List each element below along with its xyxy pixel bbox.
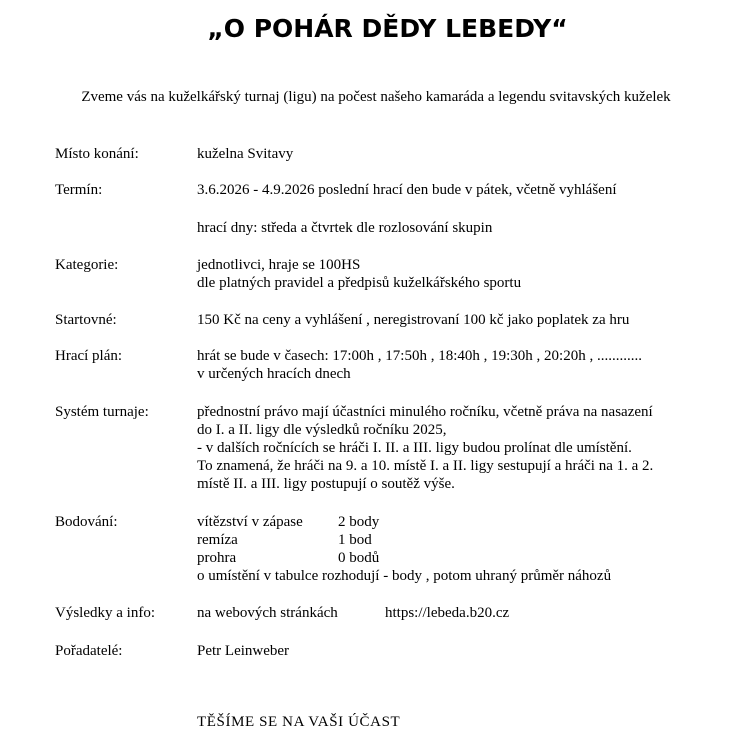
system-label: Systém turnaje:: [55, 404, 149, 420]
scoring-result: prohra: [197, 550, 237, 566]
scoring-points: 0 bodů: [338, 550, 380, 566]
schedule-line: hrát se bude v časech: 17:00h , 17:50h , 18:40h , 19:30h , 20:20h , ............: [197, 348, 642, 364]
results-value: [197, 604, 510, 622]
category-label: Kategorie:: [55, 257, 119, 273]
document-title: „O POHÁR DĚDY LEBEDY“: [207, 14, 568, 43]
results-url-link[interactable]: https://lebeda.b20.cz: [385, 605, 510, 621]
scoring-item: [197, 513, 611, 531]
results-text: na webových stránkách: [197, 605, 338, 621]
system-line: - v dalších ročnících se hráči I. II. a III. ligy budou prolínat dle umístění.: [197, 440, 632, 456]
system-line: To znamená, že hráči na 9. a 10. místě I. a II. ligy sestupují a hráči na 1. a 2.: [197, 458, 654, 474]
system-line: do I. a II. ligy dle výsledků ročníku 2025,: [197, 422, 447, 438]
category-line: jednotlivci, hraje se 100HS: [197, 257, 361, 273]
scoring-points: 2 body: [338, 514, 380, 530]
scoring-value: [197, 513, 611, 585]
category-value: [197, 256, 521, 292]
scoring-result: vítězství v zápase: [197, 514, 303, 530]
term-dates: 3.6.2026 - 4.9.2026 poslední hrací den bude v pátek, včetně vyhlášení: [197, 182, 617, 198]
invitation-intro: Zveme vás na kuželkářský turnaj (ligu) na počest našeho kamaráda a legendu svitavských kuželek: [81, 89, 671, 105]
fee-value: 150 Kč na ceny a vyhlášení , neregistrovaní 100 kč jako poplatek za hru: [197, 312, 630, 328]
venue-value: kuželna Svitavy: [197, 146, 294, 162]
organizers-label: Pořadatelé:: [55, 643, 123, 659]
scoring-label: Bodování:: [55, 514, 118, 530]
scoring-result: remíza: [197, 532, 238, 548]
fee-label: Startovné:: [55, 312, 117, 328]
system-value: [197, 403, 653, 493]
scoring-item: [197, 549, 611, 567]
scoring-item: [197, 531, 611, 549]
scoring-note: o umístění v tabulce rozhodují - body , potom uhraný průměr náhozů: [197, 568, 612, 584]
closing-line: TĚŠÍME SE NA VAŠI ÚČAST: [197, 714, 401, 730]
scoring-points: 1 bod: [338, 532, 372, 548]
system-line: přednostní právo mají účastníci minulého ročníku, včetně práva na nasazení: [197, 404, 653, 420]
organizers-value: Petr Leinweber: [197, 643, 290, 659]
schedule-line: v určených hracích dnech: [197, 366, 351, 382]
term-play-days: hrací dny: středa a čtvrtek dle rozlosování skupin: [197, 220, 493, 236]
venue-label: Místo konání:: [55, 146, 139, 162]
schedule-label: Hrací plán:: [55, 348, 123, 364]
term-label: Termín:: [55, 182, 103, 198]
category-line: dle platných pravidel a předpisů kuželkářského sportu: [197, 275, 522, 291]
system-line: místě II. a III. ligy postupují o soutěž výše.: [197, 476, 455, 492]
schedule-value: [197, 347, 642, 383]
results-label: Výsledky a info:: [55, 605, 155, 621]
